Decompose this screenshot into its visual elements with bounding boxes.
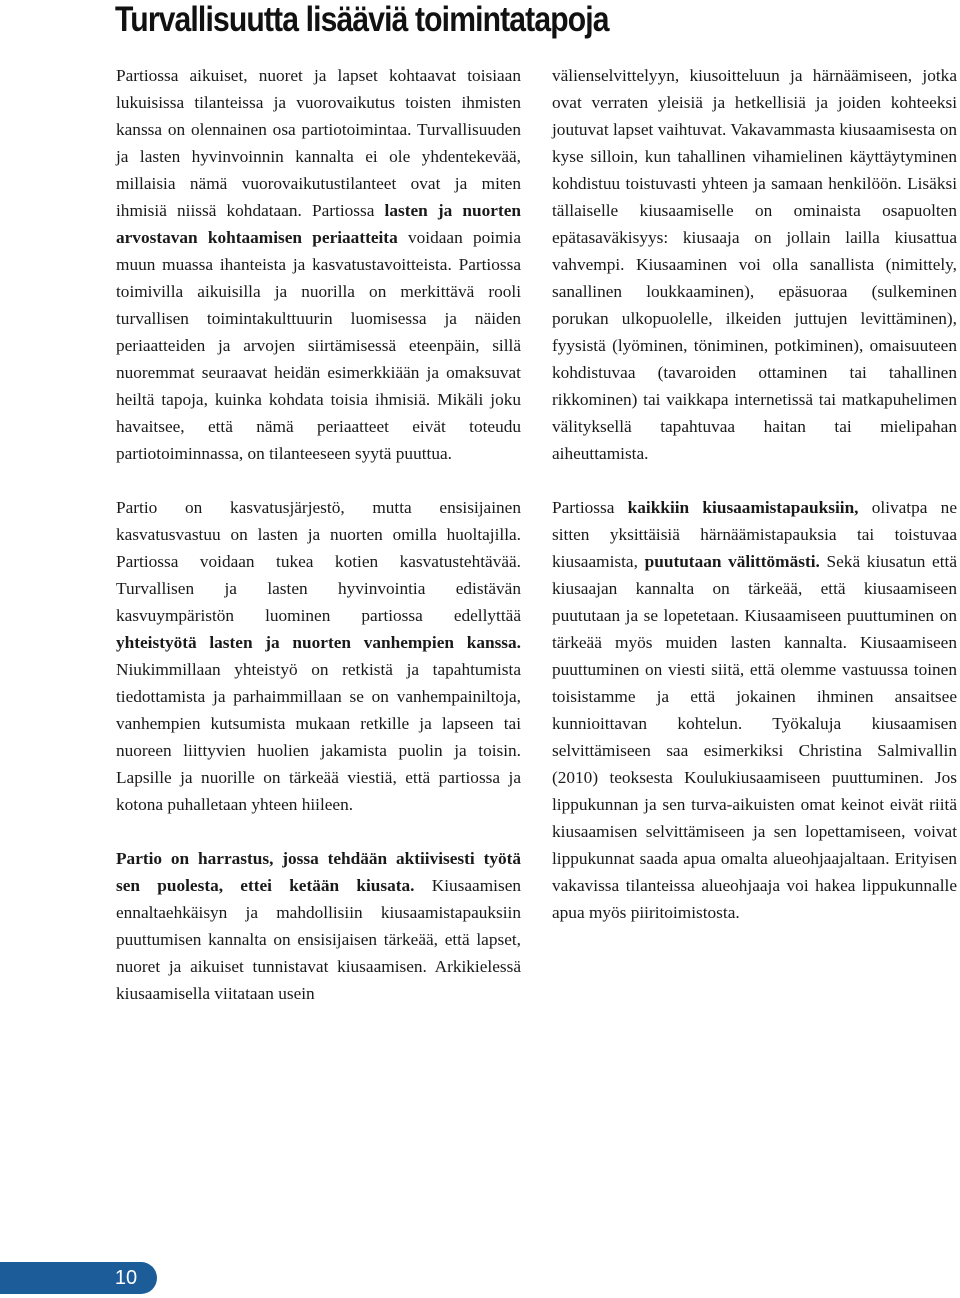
emphasis-text: puututaan välittömästi.: [644, 552, 820, 571]
paragraph-parent-cooperation: [116, 494, 521, 818]
paragraph-text: Partio on kasvatusjärjestö, mutta ensisijainen kasvatusvastuu on lasten ja nuorten omilla huoltajilla. Partiossa voidaan tukea kotien kasvatustehtävää. Turvallisen ja lasten hyvinvointia edistävän kasvuympäristön luominen partiossa edellyttää: [116, 498, 521, 625]
right-column: [552, 62, 957, 953]
paragraph-text: voidaan poimia muun muassa ihanteista ja kasvatustavoitteista. Partiossa toimivilla aikuisilla ja nuorilla on merkittävä rooli turvallisen toimintakulttuurin luomisessa ja näiden periaatteiden ja arvojen siirtämisessä eteenpäin, sillä nuoremmat seuraavat heidän esimerkkiään ja omaksuvat heiltä tapoja, kuinka kohdata toisia ihmisiä. Mikäli joku havaitsee, että nämä periaatteet eivät toteudu partiotoiminnassa, on tilanteeseen syytä puuttua.: [116, 228, 522, 463]
page-title: Turvallisuutta lisääviä toimintatapoja: [115, 0, 609, 39]
paragraph-text: välienselvittelyyn, kiusoitteluun ja härnäämiseen, jotka ovat verraten yleisiä ja hetkellisiä ja joiden kohteeksi joutuvat lapset vaihtuvat. Vakavammasta kiusaamisesta on kyse silloin, kun tahallinen vihamielinen käyttäytyminen kohdistuu toistuvasti yhteen ja samaan henkilöön. Lisäksi tällaiselle kiusaamiselle on ominaista osapuolten epätasaväkisyys: kiusaaja on jollain lailla kiusattua vahvempi. Kiusaaminen voi olla sanallista (nimittely, sanallinen loukkaaminen), epäsuoraa (sulkeminen porukan ulkopuolelle, ilkeiden juttujen levittäminen), fyysistä (lyöminen, töniminen, potkiminen), omaisuuteen kohdistuvaa (tavaroiden ottaminen tai tahallinen rikkominen) tai vaikkapa internetissä tai matkapuhelimen välityksellä tapahtuvaa haitan tai mielipahan aiheuttamista.: [552, 66, 957, 463]
paragraph-text: Sekä kiusatun että kiusaajan kannalta on tärkeää, että kiusaamiseen puututaan ja se lopetetaan. Kiusaamiseen puuttuminen on tärkeää myös muiden lasten kannalta. Kiusaamiseen puuttuminen on viesti siitä, että olemme vastuussa toinen toisistamme ja että jokainen ihminen ansaitsee kunnioittavan kohtelun. Työkaluja kiusaamisen selvittämiseen saa esimerkiksi Christina Salmivallin (2010) teoksesta Koulukiusaamiseen puuttuminen. Jos lippukunnan ja sen turva-aikuisten omat keinot eivät riitä kiusaamisen selvittämiseen ja sen lopettamiseen, voivat lippukunnat saada apua omalta alueohjaajaltaan. Erityisen vakavissa tilanteissa alueohjaaja voi hakea lippukunnalle apua myös piiritoimistosta.: [552, 552, 958, 922]
emphasis-text: Partio on harrastus, jossa tehdään aktiivisesti työtä sen puolesta, ettei ketään kiusata.: [116, 849, 521, 895]
emphasis-text: kaikkiin kiusaamistapauksiin,: [627, 498, 859, 517]
paragraph-text: Niukimmillaan yhteistyö on retkistä ja tapahtumista tiedottamista ja parhaimmillaan se on vanhempainiltoja, vanhempien kutsumista mukaan retkille ja lapseen tai nuoreen liittyvien huolien jakamista puolin ja toisin. Lapsille ja nuorille on tärkeää viestiä, että partiossa ja kotona puhalletaan yhteen hiileen.: [116, 660, 521, 814]
emphasis-text: lasten ja nuorten arvostavan kohtaamisen periaatteita: [116, 201, 521, 247]
paragraph-text: olivatpa ne sitten yksittäisiä härnäämistapauksia tai toistuvaa kiusaamista,: [552, 498, 957, 571]
paragraph-text: Partiossa: [552, 498, 628, 517]
paragraph-bullying-intro: [116, 845, 521, 1007]
emphasis-text: yhteistyötä lasten ja nuorten vanhempien kanssa.: [116, 633, 521, 652]
page-number: 10: [114, 1267, 138, 1289]
paragraph-text: Kiusaamisen ennaltaehkäisyn ja mahdollisiin kiusaamistapauksiin puuttumisen kannalta on ensisijaisen tärkeää, että lapset, nuoret ja aikuiset tunnistavat kiusaamisen. Arkikielessä kiusaamisella viitataan usein: [116, 876, 522, 1003]
paragraph-bullying-intervention: [552, 494, 957, 926]
paragraph-partio-interaction: [116, 62, 521, 467]
paragraph-text: Partiossa aikuiset, nuoret ja lapset kohtaavat toisiaan lukuisissa tilanteissa ja vuorovaikutus toisten ihmisten kanssa on olennainen osa partiotoimintaa. Turvallisuuden ja lasten hyvinvoinnin kannalta ei ole yhdentekevää, millaisia nämä vuorovaikutustilanteet ovat ja miten ihmisiä niissä kohdataan. Partiossa: [116, 66, 521, 220]
left-column: [116, 62, 521, 1034]
paragraph-bullying-definition: [552, 62, 957, 467]
